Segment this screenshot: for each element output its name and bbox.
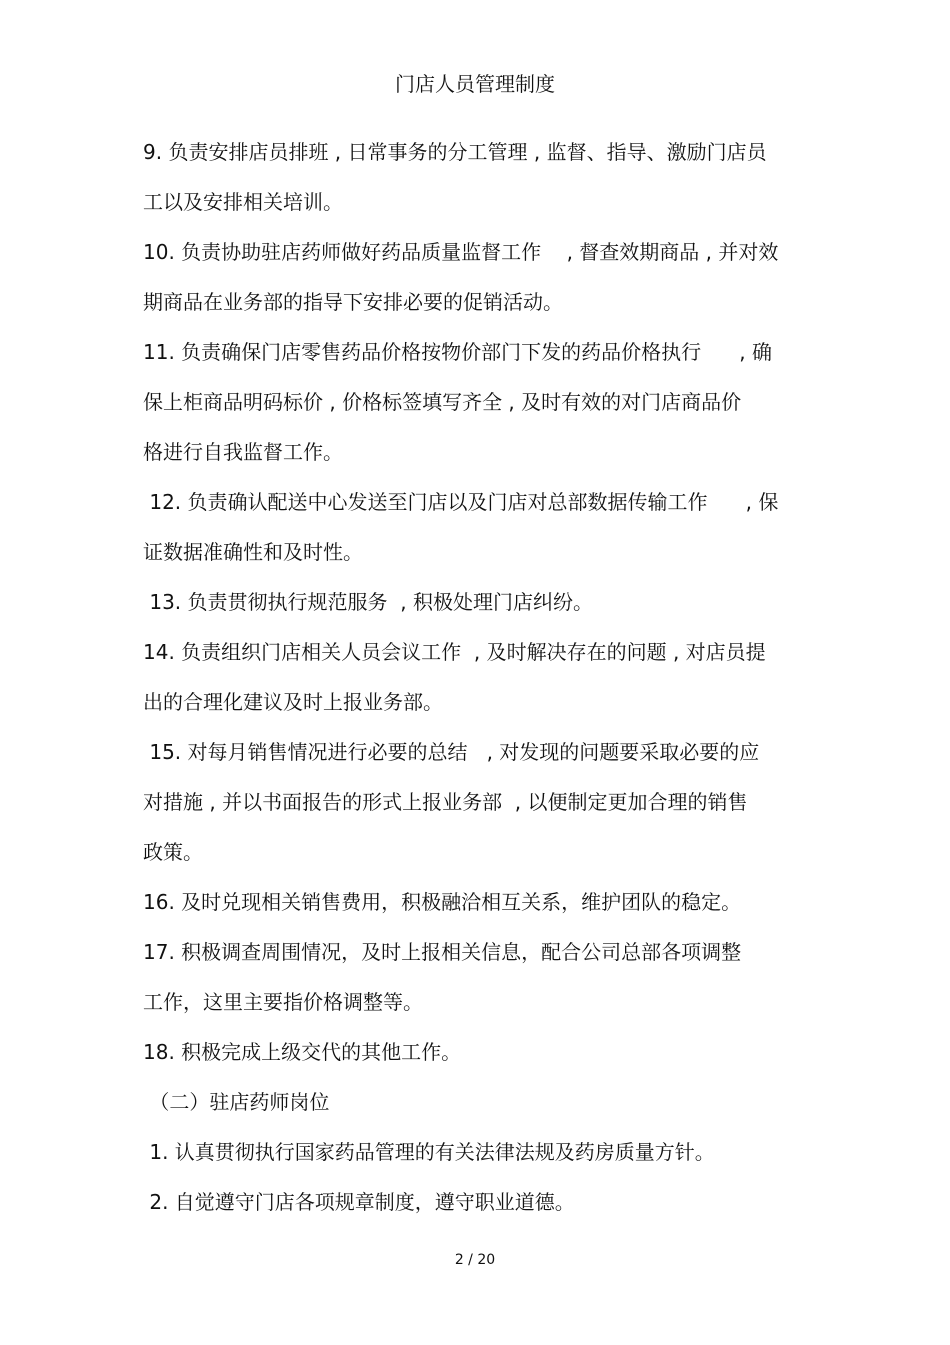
text-line: 10. 负责协助驻店药师做好药品质量监督工作 , 督查效期商品 , 并对效 bbox=[143, 240, 779, 264]
document-body bbox=[143, 127, 813, 1227]
text-line: 出的合理化建议及时上报业务部。 bbox=[143, 690, 443, 714]
text-line: 14. 负责组织门店相关人员会议工作 , 及时解决存在的问题 , 对店员提 bbox=[143, 640, 766, 664]
text-line: 13. 负责贯彻执行规范服务 , 积极处理门店纠纷。 bbox=[143, 590, 593, 614]
text-line: 保上柜商品明码标价 , 价格标签填写齐全 , 及时有效的对门店商品价 bbox=[143, 390, 742, 414]
text-line: 工以及安排相关培训。 bbox=[143, 190, 343, 214]
text-line: 2. 自觉遵守门店各项规章制度，遵守职业道德。 bbox=[143, 1190, 575, 1214]
text-line: 1. 认真贯彻执行国家药品管理的有关法律法规及药房质量方针。 bbox=[143, 1140, 715, 1164]
section-heading: （二）驻店药师岗位 bbox=[143, 1090, 330, 1114]
text-line: 15. 对每月销售情况进行必要的总结 , 对发现的问题要采取必要的应 bbox=[143, 740, 760, 764]
text-line: 18. 积极完成上级交代的其他工作。 bbox=[143, 1040, 462, 1064]
text-line: 17. 积极调查周围情况，及时上报相关信息，配合公司总部各项调整 bbox=[143, 940, 742, 964]
text-line: 期商品在业务部的指导下安排必要的促销活动。 bbox=[143, 290, 563, 314]
text-line: 格进行自我监督工作。 bbox=[143, 440, 343, 464]
text-line: 证数据准确性和及时性。 bbox=[143, 540, 363, 564]
text-line: 工作，这里主要指价格调整等。 bbox=[143, 990, 423, 1014]
page-title: 门店人员管理制度 bbox=[395, 72, 555, 96]
text-line: 政策。 bbox=[143, 840, 203, 864]
text-line: 对措施 , 并以书面报告的形式上报业务部 , 以便制定更加合理的销售 bbox=[143, 790, 748, 814]
text-line: 9. 负责安排店员排班 , 日常事务的分工管理 , 监督、指导、激励门店员 bbox=[143, 140, 767, 164]
text-line: 11. 负责确保门店零售药品价格按物价部门下发的药品价格执行 , 确 bbox=[143, 340, 773, 364]
text-line: 12. 负责确认配送中心发送至门店以及门店对总部数据传输工作 , 保 bbox=[143, 490, 779, 514]
text-line: 16. 及时兑现相关销售费用，积极融洽相互关系，维护团队的稳定。 bbox=[143, 890, 742, 914]
page-number: 2 / 20 bbox=[454, 1252, 496, 1268]
